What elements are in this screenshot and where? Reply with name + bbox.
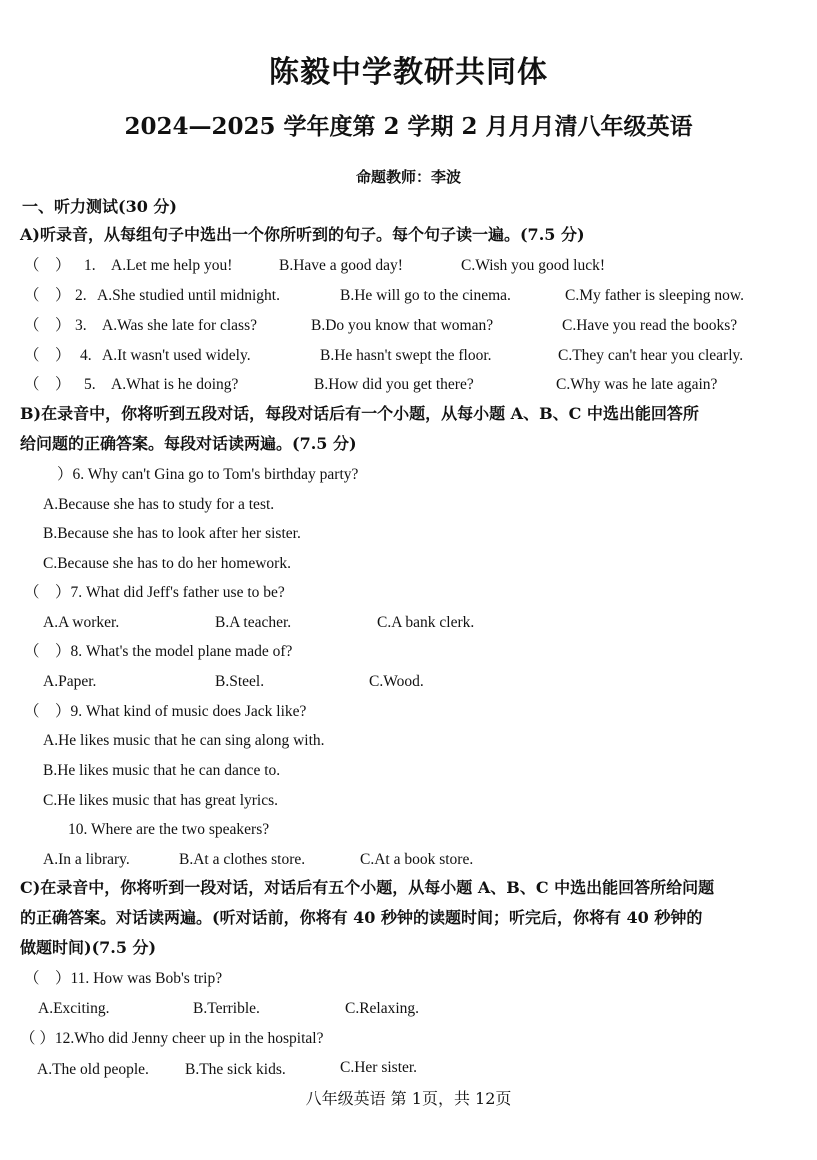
option-b: B.How did you get there? [314,376,474,393]
question-8-option-b: B.Steel. [215,673,265,690]
question-10-option-c: C.At a book store. [360,851,474,868]
question-10-option-a: A.In a library. [43,851,130,868]
question-number: 5. [84,376,96,393]
question-8-stem: （ ）8. What's the model plane made of? [24,643,293,660]
question-12-option-b: B.The sick kids. [185,1061,286,1078]
option-a: A.She studied until midnight. [97,287,280,304]
question-9-stem: （ ）9. What kind of music does Jack like? [24,703,307,720]
exam-setter: 命题教师：李波 [355,168,461,186]
part-b-instruction-line2: 给问题的正确答案。每段对话读两遍。(7.5 分) [20,434,357,453]
section-heading-listening: 一、听力测试(30 分) [22,197,177,216]
option-a: A.It wasn't used widely. [102,347,251,364]
question-number: 2. [75,287,87,304]
part-a-instruction: A)听录音，从每组句子中选出一个你所听到的句子。每个句子读一遍。(7.5 分) [20,225,585,244]
question-12-option-a: A.The old people. [37,1061,149,1078]
option-b: B.He will go to the cinema. [340,287,511,304]
question-9-option-c: C.He likes music that has great lyrics. [43,792,279,809]
question-7-option-a: A.A worker. [43,614,120,631]
part-c-instruction-line1: C)在录音中，你将听到一段对话，对话后有五个小题，从每小题 A、B、C 中选出能回答所给问题 [20,878,715,897]
answer-paren[interactable]: （ ） [24,347,71,364]
option-c: C.My father is sleeping now. [565,287,744,304]
page-footer: 八年级英语 第 1页，共 12页 [305,1089,512,1108]
part-c-instruction-line2: 的正确答案。对话读两遍。(听对话前，你将有 40 秒钟的读题时间；听完后，你将有 40 秒钟的 [20,908,703,927]
question-7-option-b: B.A teacher. [215,614,292,631]
part-c-instruction-line3: 做题时间)(7.5 分) [20,938,157,957]
question-10-option-b: B.At a clothes store. [179,851,306,868]
answer-paren[interactable]: （ ） [24,376,71,393]
option-a: A.Let me help you! [111,257,233,274]
option-c: C.Why was he late again? [556,376,718,393]
question-8-option-c: C.Wood. [369,673,424,690]
question-number: 4. [80,347,92,364]
question-7-option-c: C.A bank clerk. [377,614,475,631]
question-9-option-a: A.He likes music that he can sing along with. [43,732,325,749]
exam-title: 2024—2025 学年度第 2 学期 2 月月月清八年级英语 [124,113,693,140]
option-b: B.He hasn't swept the floor. [320,347,492,364]
option-b: B.Have a good day! [279,257,403,274]
question-8-option-a: A.Paper. [43,673,97,690]
question-11-stem: （ ）11. How was Bob's trip? [24,970,223,987]
question-6-stem: ）6. Why can't Gina go to Tom's birthday party? [57,466,359,483]
question-7-stem: （ ）7. What did Jeff's father use to be? [24,584,285,601]
question-11-option-c: C.Relaxing. [345,1000,420,1017]
answer-paren[interactable]: （ ） [24,317,71,334]
option-a: A.Was she late for class? [102,317,257,334]
option-c: C.Wish you good luck! [461,257,606,274]
answer-paren[interactable]: （ ） [24,257,71,274]
part-b-instruction-line1: B)在录音中，你将听到五段对话，每段对话后有一个小题，从每小题 A、B、C 中选出能回答所 [20,404,699,423]
question-6-option-a: A.Because she has to study for a test. [43,496,275,513]
question-6-option-c: C.Because she has to do her homework. [43,555,291,572]
option-c: C.They can't hear you clearly. [558,347,744,364]
question-10-stem: 10. Where are the two speakers? [68,821,270,838]
question-number: 3. [75,317,87,334]
question-12-option-c: C.Her sister. [340,1059,418,1076]
question-number: 1. [84,257,96,274]
answer-paren[interactable]: （ ） [24,287,71,304]
question-9-option-b: B.He likes music that he can dance to. [43,762,281,779]
option-b: B.Do you know that woman? [311,317,494,334]
question-11-option-b: B.Terrible. [193,1000,260,1017]
question-11-option-a: A.Exciting. [38,1000,110,1017]
question-6-option-b: B.Because she has to look after her sister. [43,525,301,542]
school-title: 陈毅中学教研共同体 [269,55,548,90]
option-a: A.What is he doing? [111,376,239,393]
option-c: C.Have you read the books? [562,317,738,334]
question-12-stem: （ ）12.Who did Jenny cheer up in the hospital? [20,1030,324,1047]
